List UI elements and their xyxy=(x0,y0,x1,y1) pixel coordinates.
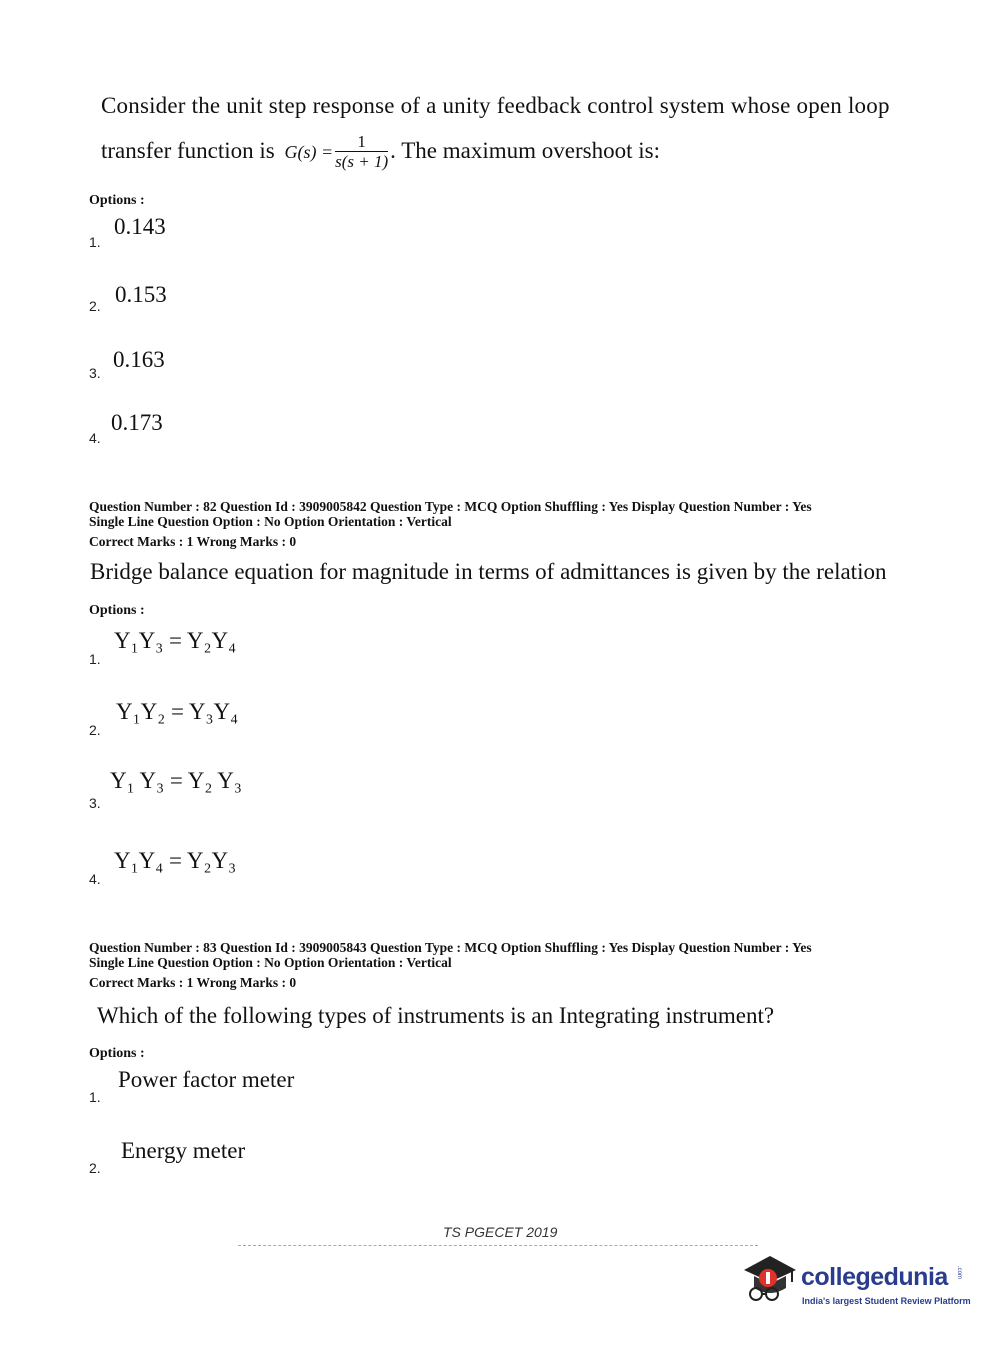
fraction-denominator: s(s + 1) xyxy=(335,152,389,171)
option-value[interactable]: Energy meter xyxy=(121,1138,246,1163)
logo-tagline: India's largest Student Review Platform xyxy=(802,1296,971,1306)
question-83-meta-line1: Question Number : 83 Question Id : 3909005843 Question Type : MCQ Option Shuffling : Yes Display Question Number : Yes xyxy=(89,940,812,955)
option-number: 2. xyxy=(89,722,101,738)
transfer-function-label: G(s) = xyxy=(284,141,334,162)
option-value[interactable]: 0.173 xyxy=(111,410,163,435)
question-82-text: Bridge balance equation for magnitude in terms of admittances is given by the relation xyxy=(90,559,887,584)
option-value[interactable]: 0.143 xyxy=(114,214,166,239)
question-82-marks: Correct Marks : 1 Wrong Marks : 0 xyxy=(89,534,297,549)
option-number: 1. xyxy=(89,651,101,667)
option-value[interactable]: Y₁Y₄ = Y₂Y₃ xyxy=(114,848,237,873)
option-value[interactable]: 0.153 xyxy=(115,282,167,307)
option-number: 3. xyxy=(89,365,101,381)
option-number: 4. xyxy=(89,430,101,446)
question-82-meta-line1: Question Number : 82 Question Id : 3909005842 Question Type : MCQ Option Shuffling : Yes Display Question Number : Yes xyxy=(89,499,812,514)
question-81-text-prefix: transfer function is xyxy=(101,137,275,163)
option-value[interactable]: Y₁Y₃ = Y₂Y₄ xyxy=(114,628,237,653)
option-value[interactable]: 0.163 xyxy=(113,347,165,372)
question-81-text-suffix: . The maximum overshoot is: xyxy=(390,137,660,163)
option-number: 2. xyxy=(89,1160,101,1176)
collegedunia-mascot-icon xyxy=(740,1248,800,1308)
option-number: 2. xyxy=(89,298,101,314)
question-82-meta-line2: Single Line Question Option : No Option Orientation : Vertical xyxy=(89,514,452,529)
question-83-meta-line2: Single Line Question Option : No Option Orientation : Vertical xyxy=(89,955,452,970)
footer-divider xyxy=(238,1245,758,1246)
option-value[interactable]: Power factor meter xyxy=(118,1067,295,1092)
options-label: Options : xyxy=(89,1046,145,1061)
option-number: 1. xyxy=(89,1089,101,1105)
question-81-text-line1: Consider the unit step response of a unity feedback control system whose open loop xyxy=(101,93,890,118)
question-83-marks: Correct Marks : 1 Wrong Marks : 0 xyxy=(89,975,297,990)
question-81-text-line2 xyxy=(101,133,660,172)
option-value[interactable]: Y₁Y₂ = Y₃Y₄ xyxy=(116,699,239,724)
question-83-text: Which of the following types of instruments is an Integrating instrument? xyxy=(97,1003,775,1028)
option-value[interactable]: Y₁ Y₃ = Y₂ Y₃ xyxy=(110,768,242,793)
logo-suffix: .com xyxy=(956,1266,962,1280)
footer-exam-title: TS PGECET 2019 xyxy=(443,1224,558,1240)
options-label: Options : xyxy=(89,603,145,618)
option-number: 1. xyxy=(89,234,101,250)
logo-wordmark: collegedunia xyxy=(801,1263,948,1291)
options-label: Options : xyxy=(89,193,145,208)
option-number: 4. xyxy=(89,871,101,887)
option-number: 3. xyxy=(89,795,101,811)
fraction-numerator: 1 xyxy=(335,133,388,152)
transfer-function-fraction xyxy=(335,133,388,172)
